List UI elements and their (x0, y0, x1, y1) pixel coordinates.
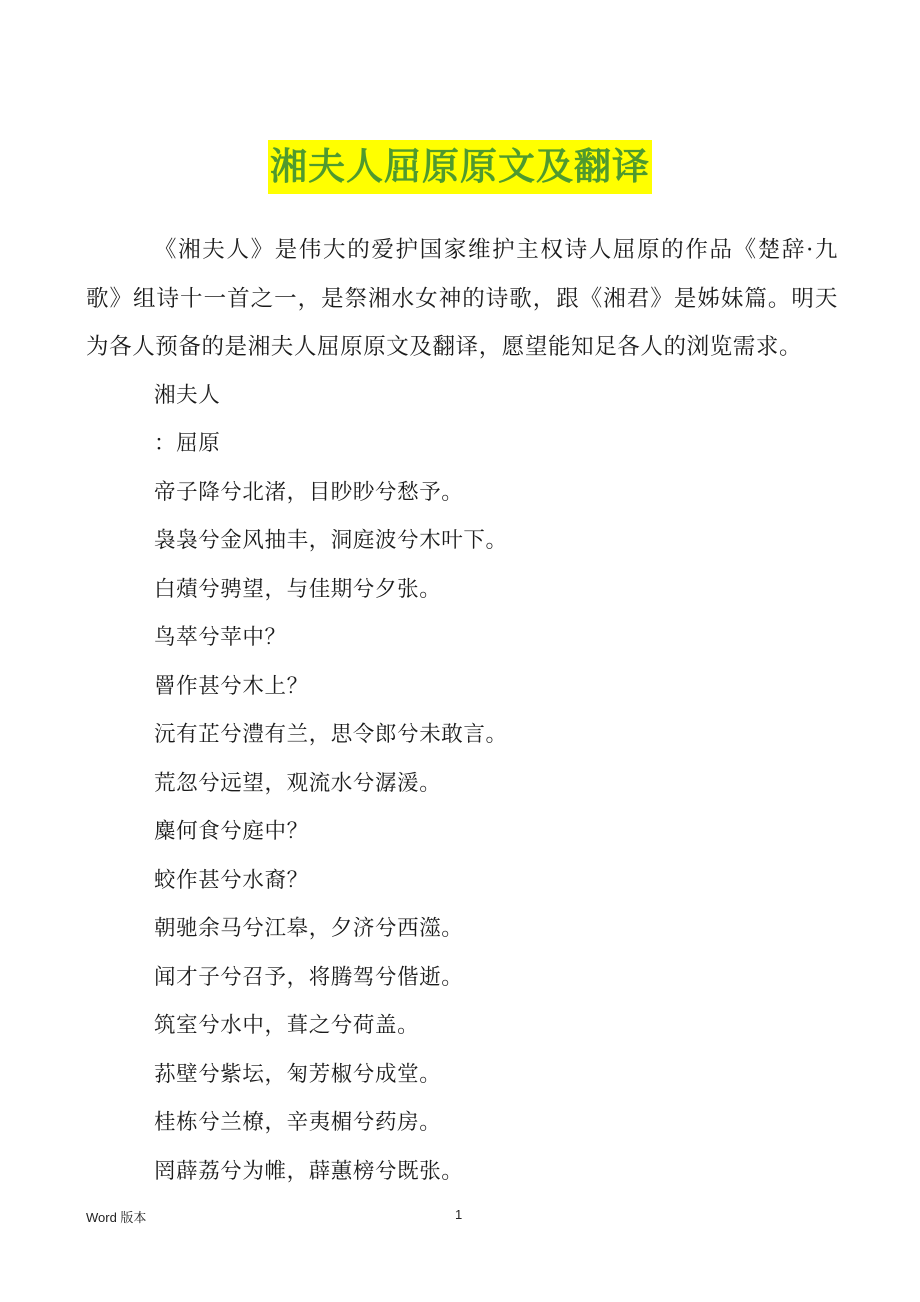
footer-label: Word 版本 (86, 1210, 147, 1225)
poem-line: 鸟萃兮苹中？ (154, 625, 287, 650)
poem-line: 荒忽兮远望，观流水兮潺湲。 (154, 770, 442, 796)
poem-line: ：屈原 (154, 431, 221, 456)
poem-line: 白薠兮骋望，与佳期兮夕张。 (154, 576, 442, 602)
page-number: 1 (455, 1207, 463, 1222)
intro-paragraph: 《湘夫人》是伟大的爱护国家维护主权诗人屈原的作品《楚辞·九歌》组诗十一首之一，是祭湘水女神的诗歌，跟《湘君》是姊妹篇。明天为各人预备的是湘夫人屈原原文及翻译，愿望能知足各人的浏览需求。 (86, 237, 838, 360)
poem-line: 麋何食兮庭中？ (154, 819, 309, 844)
poem-lines (86, 372, 838, 1197)
document-title: 湘夫人屈原原文及翻译 (268, 140, 652, 194)
poem-line: 朝驰余马兮江皋，夕济兮西澨。 (154, 916, 464, 941)
document-body (86, 226, 838, 1196)
poem-line: 湘夫人 (154, 382, 221, 408)
poem-line: 沅有芷兮澧有兰，思令郎兮未敢言。 (154, 722, 508, 747)
poem-line: 桂栋兮兰橑，辛夷楣兮药房。 (154, 1110, 442, 1135)
poem-line: 袅袅兮金风抽丰，洞庭波兮木叶下。 (154, 528, 508, 553)
poem-line: 蛟作甚兮水裔？ (154, 867, 309, 893)
poem-line: 筑室兮水中，葺之兮荷盖。 (154, 1013, 420, 1038)
poem-line: 帝子降兮北渚，目眇眇兮愁予。 (154, 479, 464, 505)
poem-line: 罾作甚兮木上？ (154, 673, 309, 699)
poem-line: 荪壁兮紫坛，匊芳椒兮成堂。 (154, 1061, 442, 1087)
poem-line: 闻才子兮召予，将腾驾兮偕逝。 (154, 964, 464, 990)
title-container (0, 140, 920, 194)
poem-line: 罔薜荔兮为帷，薜蕙榜兮既张。 (154, 1158, 464, 1184)
